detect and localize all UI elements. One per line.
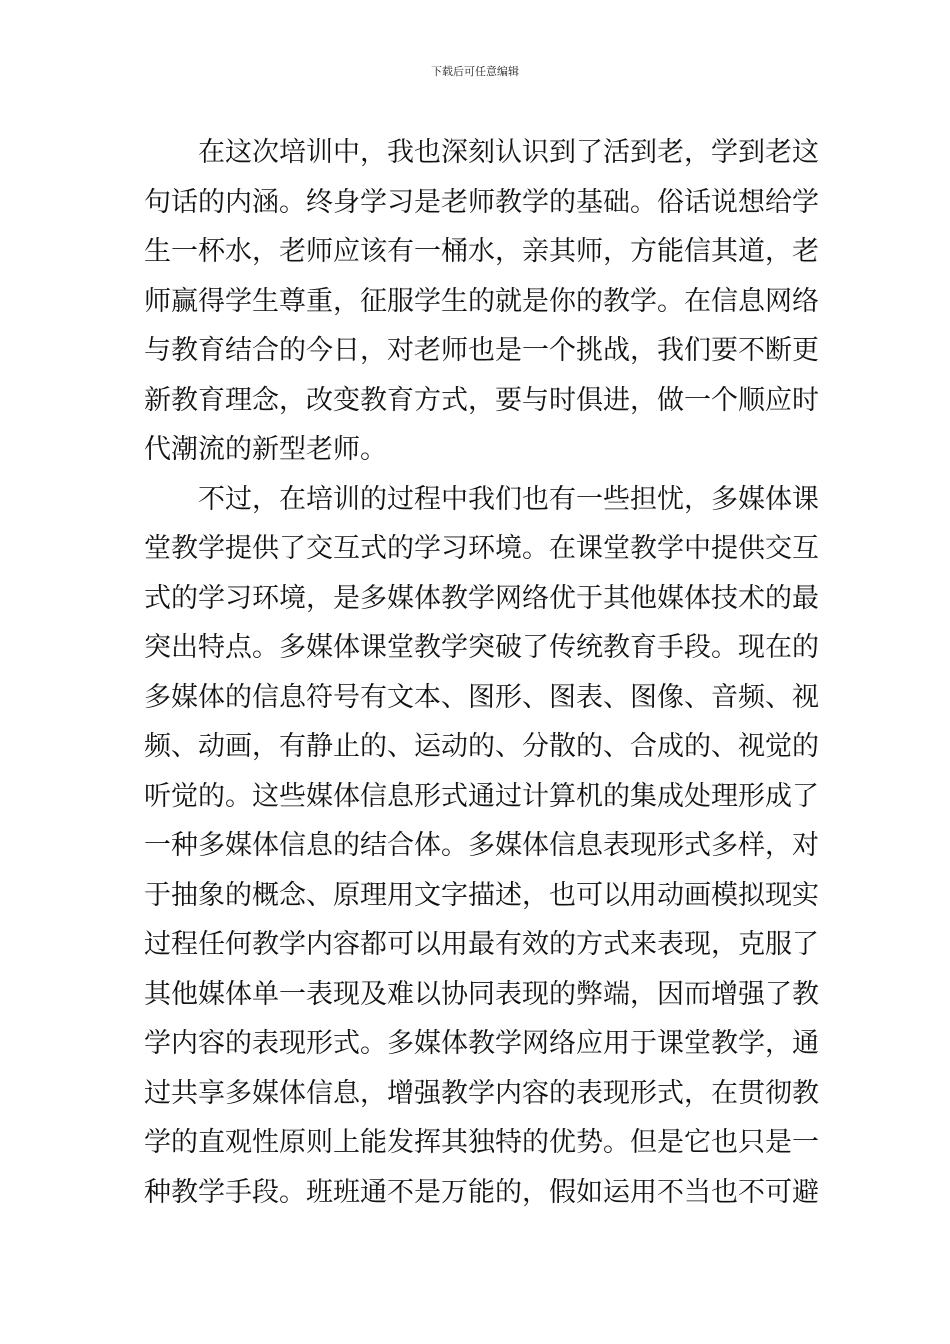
paragraph-line: 学的直观性原则上能发挥其独特的优势。但是它也只是一: [144, 1127, 819, 1158]
page-header: 下载后可任意编辑: [431, 65, 519, 78]
paragraph-line: 其他媒体单一表现及难以协同表现的弊端，因而增强了教: [144, 978, 819, 1010]
paragraph-line: 过程任何教学内容都可以用最有效的方式来表现，克服了: [144, 929, 819, 960]
paragraph-line: 频、动画，有静止的、运动的、分散的、合成的、视觉的: [144, 731, 819, 762]
paragraph-line: 突出特点。多媒体课堂教学突破了传统教育手段。现在的: [144, 632, 819, 663]
paragraph-line: 生一杯水，老师应该有一桶水，亲其师，方能信其道，老: [144, 236, 819, 267]
paragraph-line: 新教育理念，改变教育方式，要与时俱进，做一个顺应时: [144, 384, 819, 416]
paragraph-line: 与教育结合的今日，对老师也是一个挑战，我们要不断更: [144, 335, 819, 366]
paragraph-line: 式的学习环境，是多媒体教学网络优于其他媒体技术的最: [144, 582, 819, 614]
paragraph-line: 一种多媒体信息的结合体。多媒体信息表现形式多样，对: [144, 830, 819, 861]
paragraph-line: 在这次培训中，我也深刻认识到了活到老，学到老这: [198, 137, 819, 168]
paragraph-line: 代潮流的新型老师。: [144, 434, 387, 465]
paragraph-line: 过共享多媒体信息，增强教学内容的表现形式，在贯彻教: [144, 1077, 819, 1109]
document-body: [144, 128, 819, 1217]
paragraph-line: 种教学手段。班班通不是万能的，假如运用不当也不可避: [144, 1176, 819, 1208]
paragraph-line: 堂教学提供了交互式的学习环境。在课堂教学中提供交互: [144, 533, 819, 564]
paragraph-line: 听觉的。这些媒体信息形式通过计算机的集成处理形成了: [144, 780, 819, 812]
paragraph-line: 多媒体的信息符号有文本、图形、图表、图像、音频、视: [144, 681, 819, 713]
paragraph-line: 学内容的表现形式。多媒体教学网络应用于课堂教学，通: [144, 1028, 819, 1059]
paragraph-line: 不过，在培训的过程中我们也有一些担忧，多媒体课: [198, 483, 819, 515]
paragraph-line: 句话的内涵。终身学习是老师教学的基础。俗话说想给学: [144, 186, 819, 218]
paragraph-line: 于抽象的概念、原理用文字描述，也可以用动画模拟现实: [144, 879, 819, 911]
paragraph-line: 师赢得学生尊重，征服学生的就是你的教学。在信息网络: [144, 285, 819, 317]
